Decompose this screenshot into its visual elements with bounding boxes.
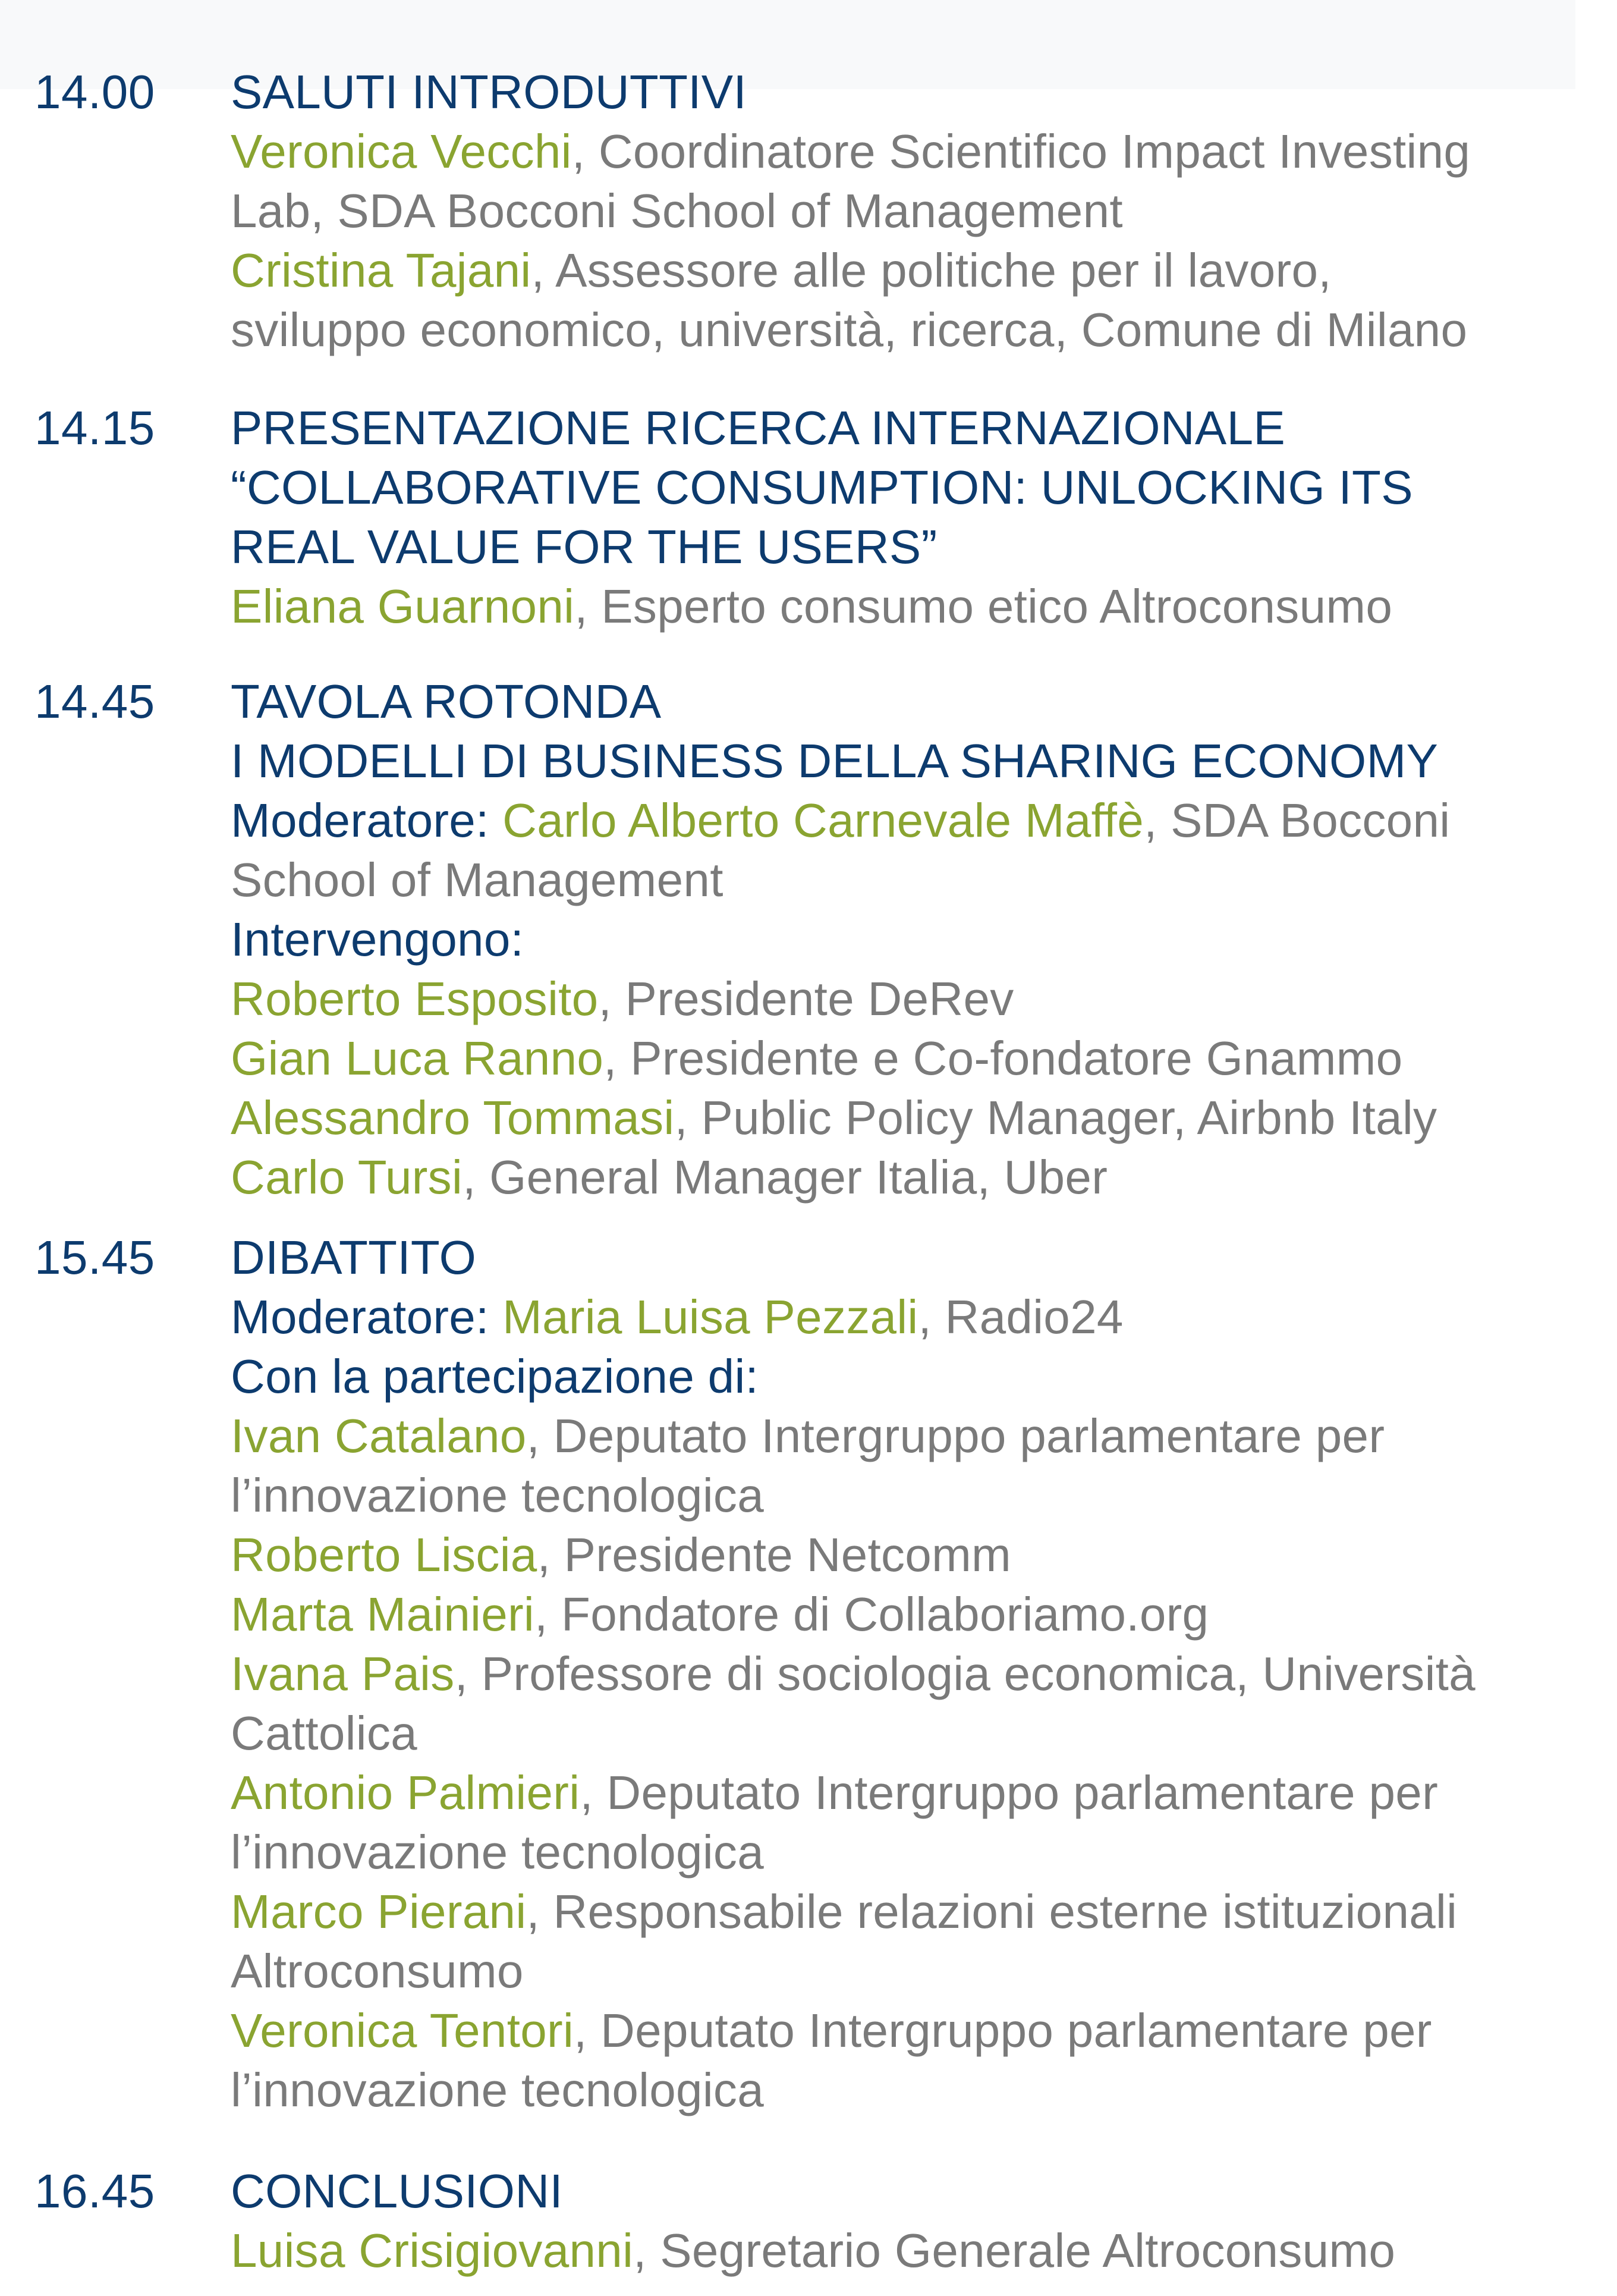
section-title: “COLLABORATIVE CONSUMPTION: UNLOCKING ITS: [231, 461, 1413, 514]
speaker-name: Marta Mainieri: [231, 1588, 534, 1641]
speaker-role: , Responsabile relazioni esterne istituzionali: [526, 1885, 1458, 1938]
speaker-role: l’innovazione tecnologica: [231, 1826, 764, 1879]
detail-line: [231, 62, 1610, 122]
speaker-role: , Radio24: [918, 1290, 1124, 1343]
slot-details: [231, 398, 1610, 636]
speaker-name: Ivana Pais: [231, 1647, 455, 1700]
section-title: SALUTI INTRODUTTIVI: [231, 65, 747, 118]
section-title: TAVOLA ROTONDA: [231, 675, 662, 728]
speaker-role: , Segretario Generale Altroconsumo: [633, 2224, 1396, 2277]
speaker-name: Maria Luisa Pezzali: [502, 1290, 918, 1343]
detail-line: [231, 577, 1610, 636]
speaker-role: , Deputato Intergruppo parlamentare per: [574, 2004, 1432, 2057]
section-title: REAL VALUE FOR THE USERS”: [231, 520, 938, 573]
speaker-role: , Public Policy Manager, Airbnb Italy: [674, 1091, 1437, 1144]
speaker-role: School of Management: [231, 853, 723, 906]
detail-line: [231, 458, 1610, 517]
detail-line: [231, 1088, 1610, 1148]
speaker-name: Veronica Vecchi: [231, 125, 572, 178]
speaker-name: Veronica Tentori: [231, 2004, 574, 2057]
detail-line: [231, 398, 1610, 458]
detail-line: [231, 2162, 1610, 2221]
speaker-name: Gian Luca Ranno: [231, 1032, 604, 1085]
detail-line: [231, 1644, 1610, 1704]
detail-line: [231, 2001, 1610, 2061]
speaker-role: , Esperto consumo etico Altroconsumo: [574, 580, 1393, 633]
detail-line: [231, 850, 1610, 910]
slot-details: [231, 62, 1610, 360]
speaker-role: , Assessore alle politiche per il lavoro,: [531, 244, 1332, 297]
detail-line: [231, 1347, 1610, 1406]
slot-time: 14.00: [34, 65, 155, 118]
section-label: Con la partecipazione di:: [231, 1350, 759, 1403]
speaker-name: Antonio Palmieri: [231, 1766, 580, 1819]
detail-line: [231, 1466, 1610, 1525]
detail-line: [231, 791, 1610, 850]
detail-line: [231, 2221, 1610, 2281]
section-label: Moderatore:: [231, 1290, 503, 1343]
section-title: CONCLUSIONI: [231, 2165, 563, 2218]
detail-line: [231, 1763, 1610, 1823]
speaker-role: , Fondatore di Collaboriamo.org: [534, 1588, 1209, 1641]
detail-line: [231, 1525, 1610, 1585]
slot-details: [231, 2162, 1610, 2281]
section-title: PRESENTAZIONE RICERCA INTERNAZIONALE: [231, 401, 1286, 454]
speaker-role: , Coordinatore Scientifico Impact Investing: [571, 125, 1471, 178]
speaker-role: , Deputato Intergruppo parlamentare per: [526, 1409, 1385, 1462]
speaker-role: , General Manager Italia, Uber: [463, 1151, 1108, 1204]
detail-line: [231, 1228, 1610, 1287]
detail-line: [231, 910, 1610, 969]
detail-line: [231, 731, 1610, 791]
speaker-name: Alessandro Tommasi: [231, 1091, 675, 1144]
detail-line: [231, 1882, 1610, 1942]
section-label: Moderatore:: [231, 794, 503, 847]
detail-line: [231, 1406, 1610, 1466]
speaker-name: Carlo Alberto Carnevale Maffè: [502, 794, 1144, 847]
speaker-role: , Deputato Intergruppo parlamentare per: [580, 1766, 1439, 1819]
speaker-role: , SDA Bocconi: [1144, 794, 1451, 847]
detail-line: [231, 517, 1610, 577]
section-title: DIBATTITO: [231, 1231, 477, 1284]
speaker-name: Roberto Liscia: [231, 1528, 537, 1581]
detail-line: [231, 181, 1610, 241]
speaker-name: Eliana Guarnoni: [231, 580, 575, 633]
detail-line: [231, 1148, 1610, 1207]
slot-time: 14.15: [34, 401, 155, 454]
section-title: I MODELLI DI BUSINESS DELLA SHARING ECONOMY: [231, 734, 1439, 787]
detail-line: [231, 300, 1610, 360]
detail-line: [231, 1029, 1610, 1088]
slot-details: [231, 1228, 1610, 2120]
detail-line: [231, 2061, 1610, 2120]
speaker-name: Carlo Tursi: [231, 1151, 463, 1204]
detail-line: [231, 672, 1610, 731]
speaker-role: , Presidente DeRev: [598, 972, 1014, 1025]
speaker-name: Marco Pierani: [231, 1885, 527, 1938]
detail-line: [231, 1704, 1610, 1763]
speaker-name: Ivan Catalano: [231, 1409, 527, 1462]
slot-details: [231, 672, 1610, 1207]
speaker-name: Luisa Crisigiovanni: [231, 2224, 634, 2277]
speaker-role: Altroconsumo: [231, 1945, 524, 1997]
speaker-name: Cristina Tajani: [231, 244, 531, 297]
section-label: Intervengono:: [231, 913, 524, 966]
detail-line: [231, 122, 1610, 181]
detail-line: [231, 1942, 1610, 2001]
speaker-role: , Presidente e Co-fondatore Gnammo: [603, 1032, 1403, 1085]
speaker-name: Roberto Esposito: [231, 972, 599, 1025]
speaker-role: , Presidente Netcomm: [537, 1528, 1011, 1581]
detail-line: [231, 1585, 1610, 1644]
detail-line: [231, 1823, 1610, 1882]
speaker-role: Cattolica: [231, 1707, 417, 1760]
slot-time: 14.45: [34, 675, 155, 728]
speaker-role: sviluppo economico, università, ricerca, Comune di Milano: [231, 303, 1468, 356]
speaker-role: l’innovazione tecnologica: [231, 2063, 764, 2116]
detail-line: [231, 241, 1610, 300]
speaker-role: l’innovazione tecnologica: [231, 1469, 764, 1522]
detail-line: [231, 969, 1610, 1029]
detail-line: [231, 1287, 1610, 1347]
slot-time: 16.45: [34, 2165, 155, 2218]
speaker-role: Lab, SDA Bocconi School of Management: [231, 184, 1123, 237]
speaker-role: , Professore di sociologia economica, Università: [454, 1647, 1476, 1700]
slot-time: 15.45: [34, 1231, 155, 1284]
